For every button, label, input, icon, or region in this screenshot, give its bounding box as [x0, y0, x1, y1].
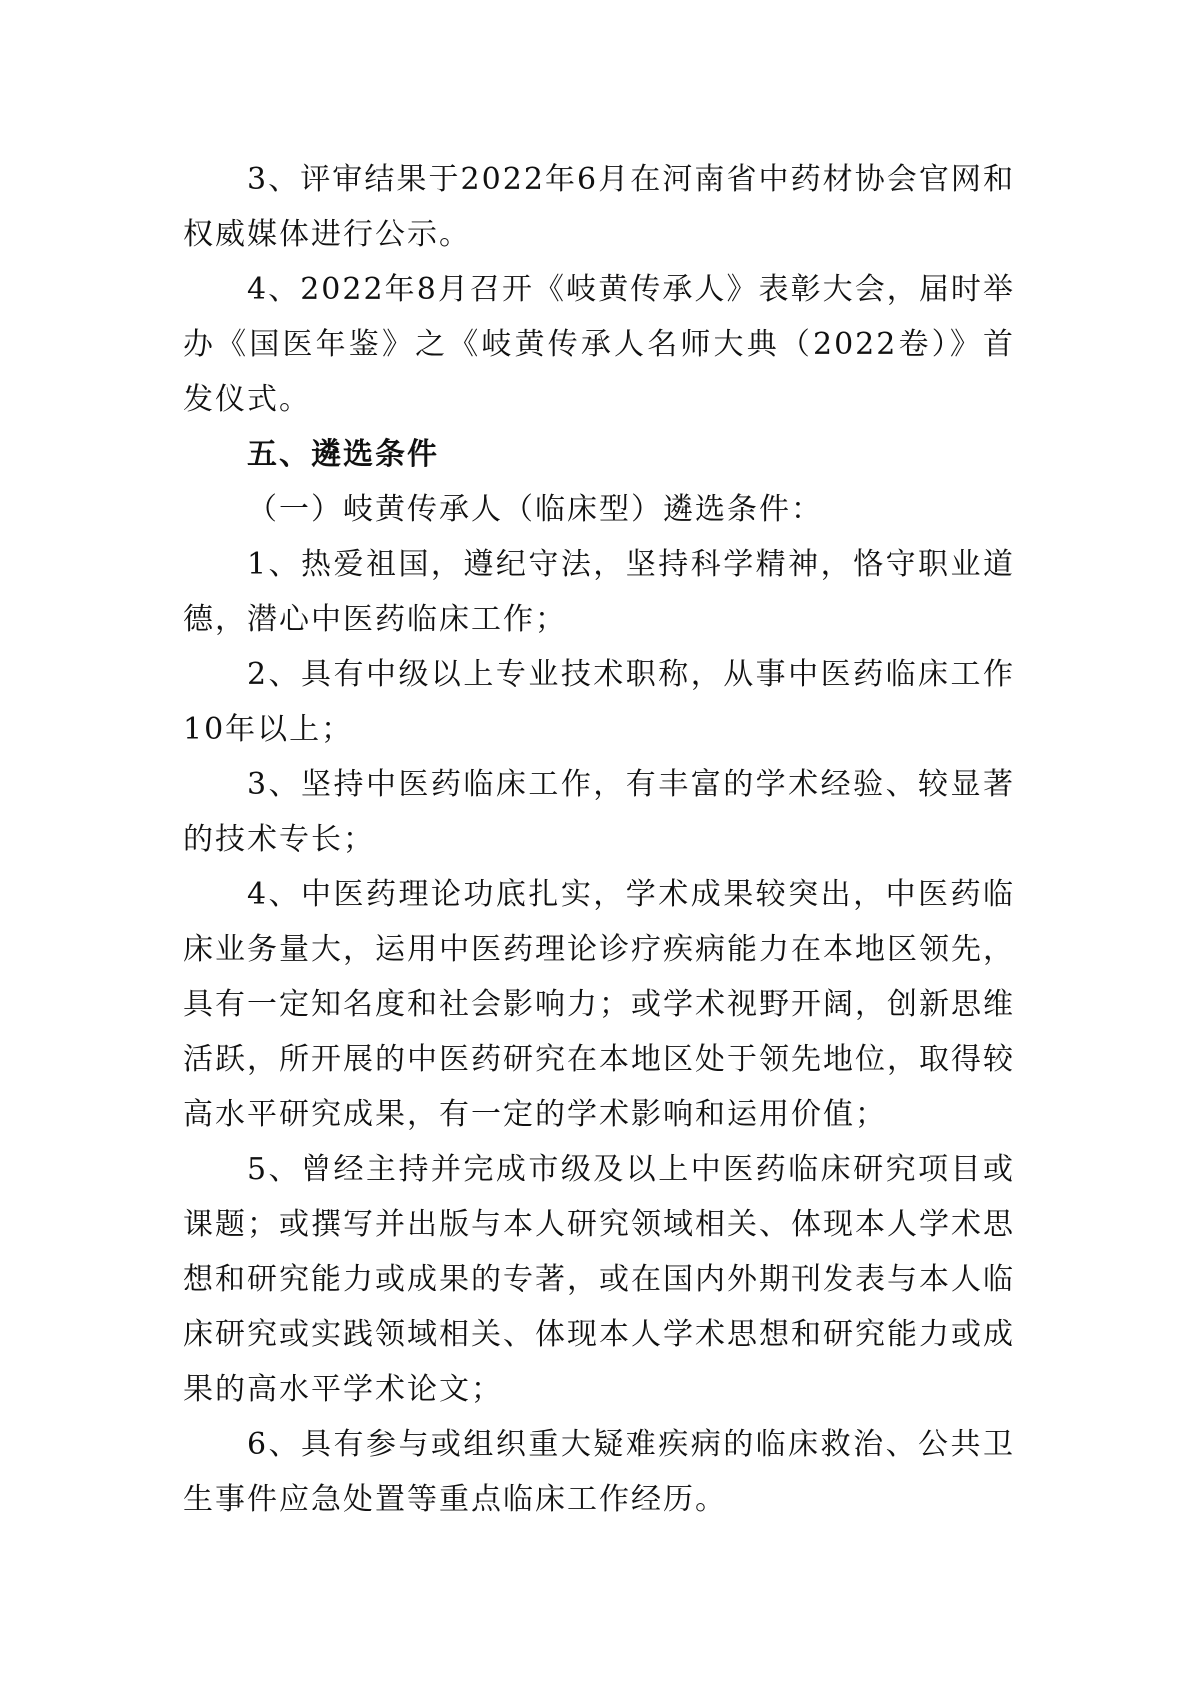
- paragraph-award-ceremony: 4、2022年8月召开《岐黄传承人》表彰大会，届时举办《国医年鉴》之《岐黄传承人名师大典（2022卷）》首发仪式。: [183, 272, 1015, 417]
- document-page: [183, 152, 1015, 1527]
- condition-item: 5、曾经主持并完成市级及以上中医药临床研究项目或课题；或撰写并出版与本人研究领域相关、体现本人学术思想和研究能力或成果的专著，或在国内外期刊发表与本人临床研究或实践领域相关、体现本人学术思想和研究能力或成果的高水平学术论文；: [183, 1152, 1015, 1407]
- subsection-title: （一）岐黄传承人（临床型）遴选条件：: [247, 492, 823, 527]
- condition-item: 4、中医药理论功底扎实，学术成果较突出，中医药临床业务量大，运用中医药理论诊疗疾病能力在本地区领先，具有一定知名度和社会影响力；或学术视野开阔，创新思维活跃，所开展的中医药研究在本地区处于领先地位，取得较高水平研究成果，有一定的学术影响和运用价值；: [183, 877, 1015, 1132]
- paragraph-review-results: 3、评审结果于2022年6月在河南省中药材协会官网和权威媒体进行公示。: [183, 162, 1015, 252]
- condition-item: 3、坚持中医药临床工作，有丰富的学术经验、较显著的技术专长；: [183, 767, 1015, 857]
- condition-item: 6、具有参与或组织重大疑难疾病的临床救治、公共卫生事件应急处置等重点临床工作经历。: [183, 1427, 1015, 1517]
- condition-item: 2、具有中级以上专业技术职称，从事中医药临床工作10年以上；: [183, 657, 1015, 747]
- section-title: 五、遴选条件: [247, 437, 439, 472]
- condition-item: 1、热爱祖国，遵纪守法，坚持科学精神，恪守职业道德，潜心中医药临床工作；: [183, 547, 1015, 637]
